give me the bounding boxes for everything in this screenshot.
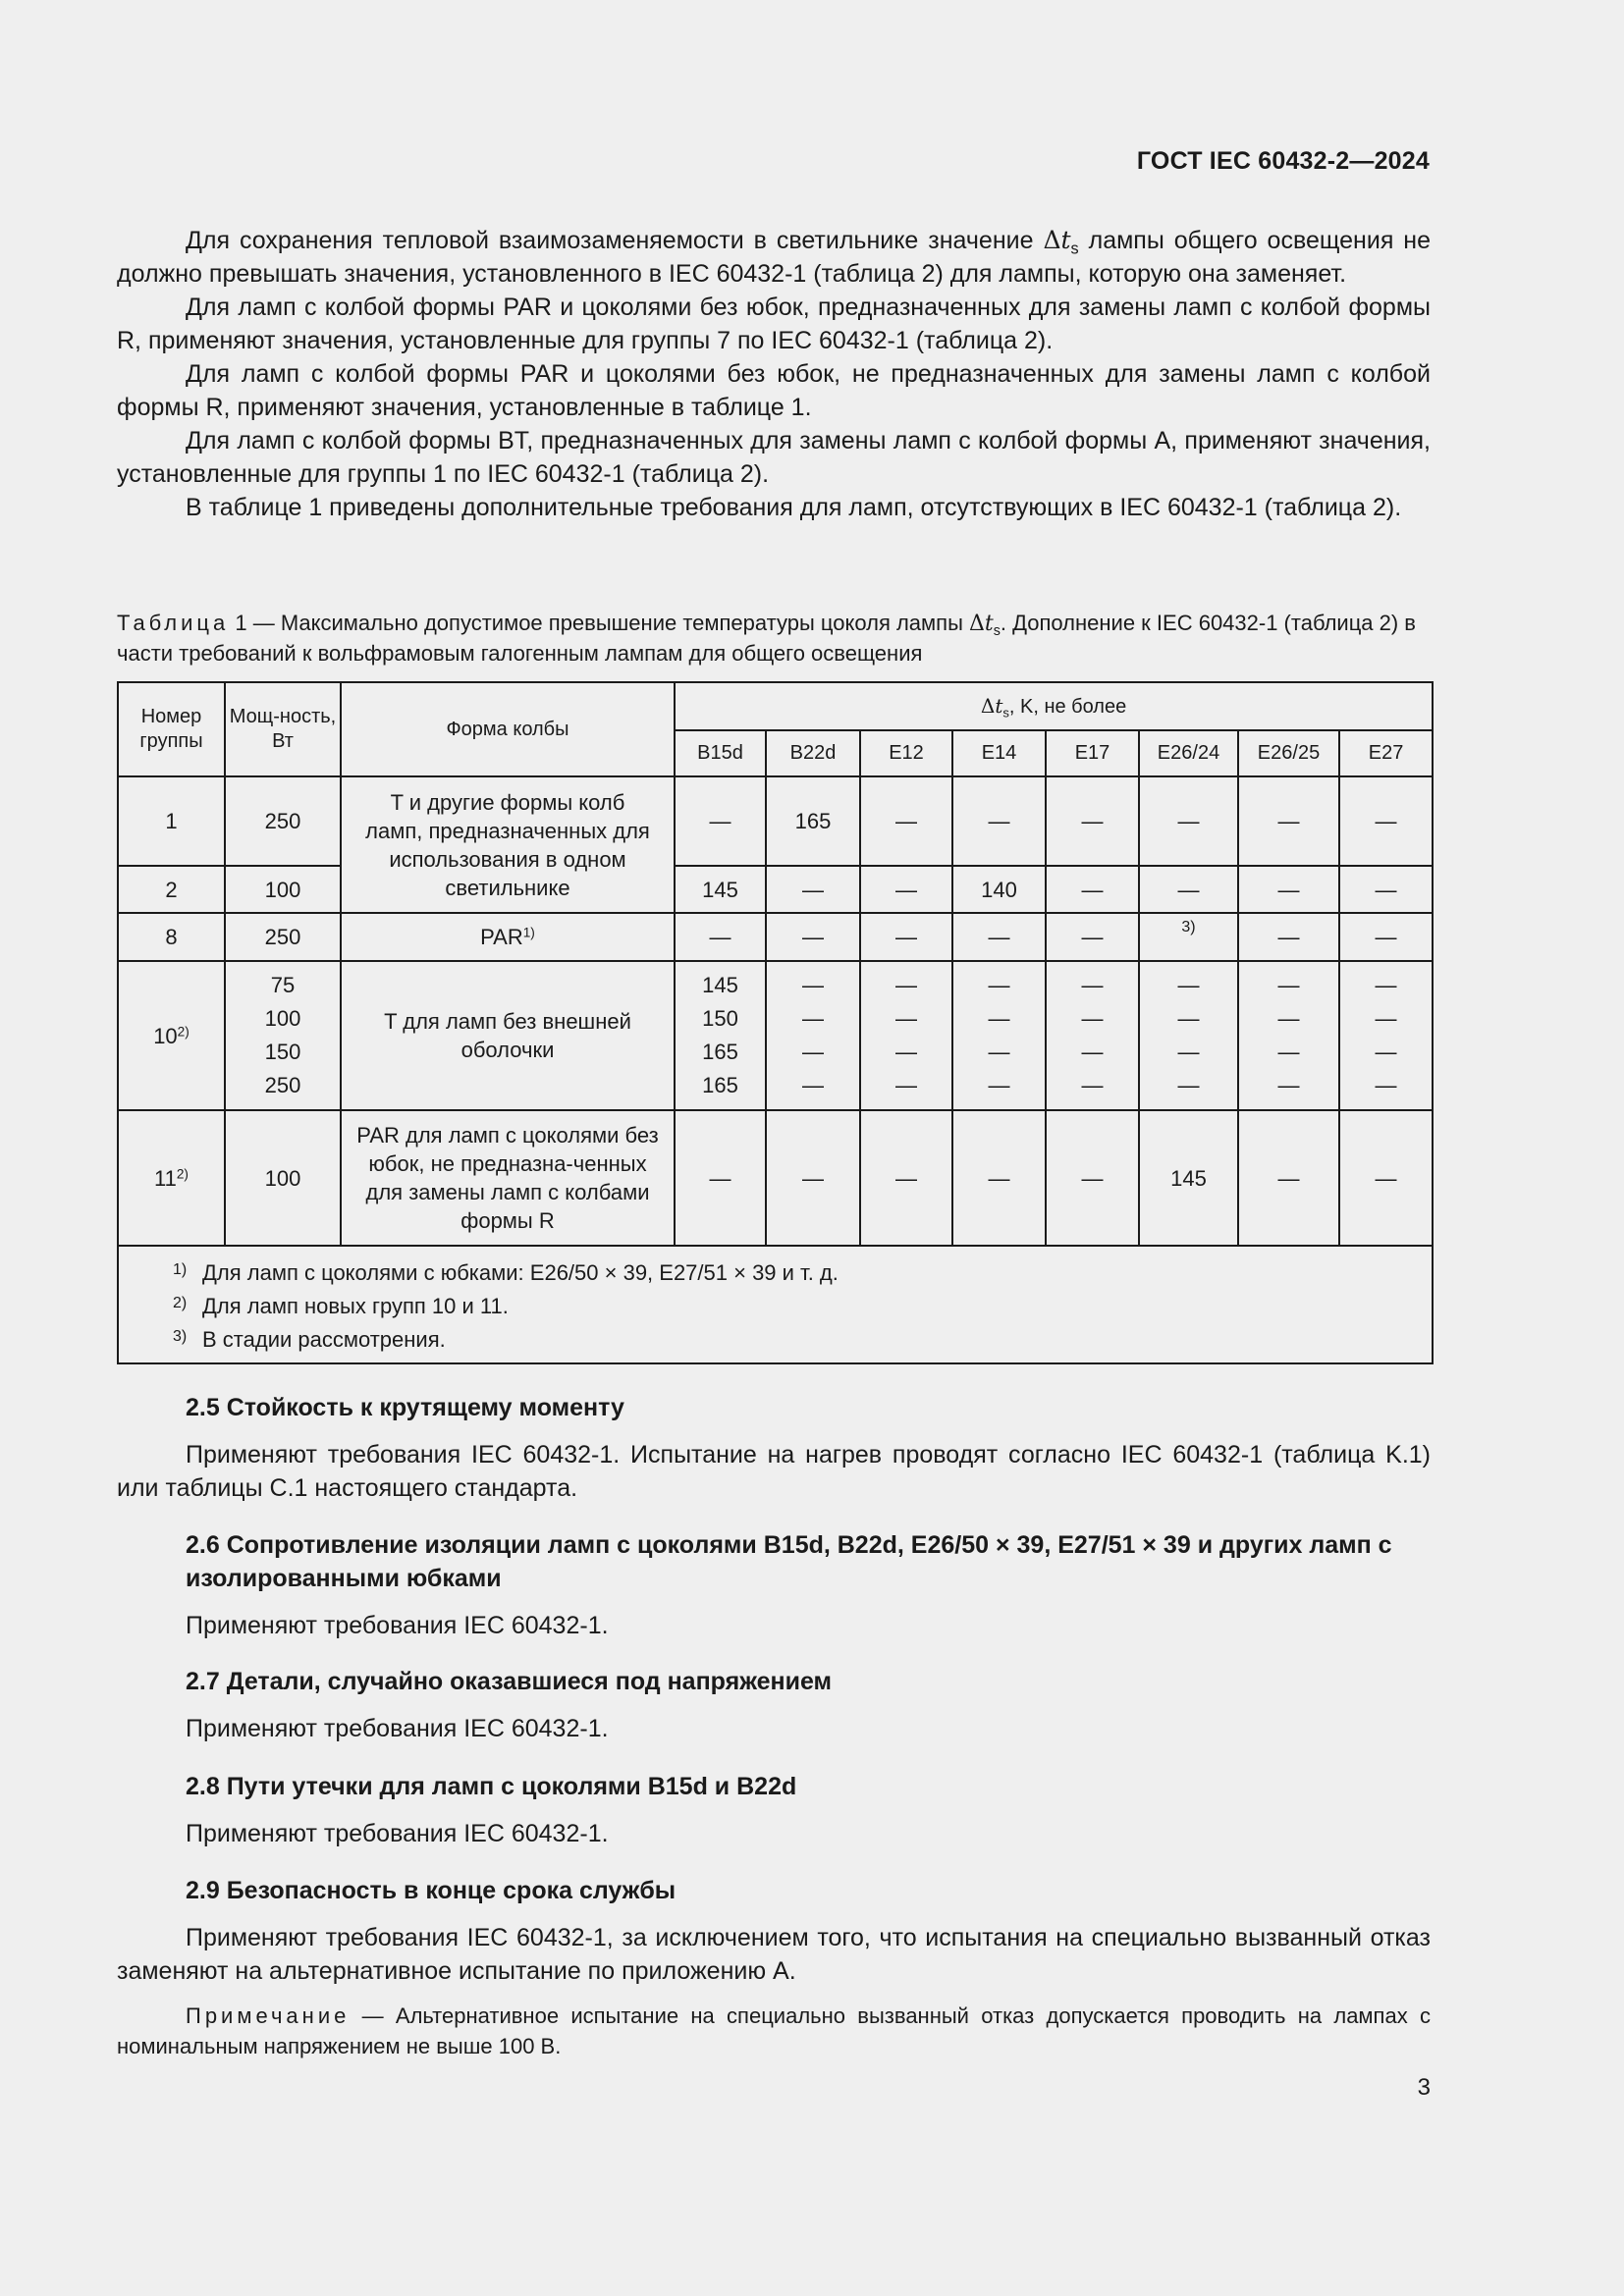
cell-value: — [1238, 1110, 1339, 1246]
table-header-row [118, 682, 1433, 730]
header-base: E17 [1046, 730, 1139, 776]
cell-dash: — [1375, 1040, 1397, 1064]
cell-value: 3) [1139, 913, 1238, 961]
table-note: 2) Для ламп новых групп 10 и 11. [173, 1294, 509, 1318]
page-number: 3 [1417, 2074, 1431, 2101]
header-bulb-shape: Форма колбы [341, 682, 675, 776]
cell-value: — [1339, 866, 1433, 913]
intro-paragraph-4: Для ламп с колбой формы BT, предназначенных для замены ламп с колбой формы A, применяют значения, установленные для группы 1 по IEC 60432-1 (таблица 2). [117, 427, 1431, 488]
cell-dash: — [1277, 973, 1300, 997]
table-caption: Таблица 1 — Максимально допустимое превышение температуры цоколя лампы $\Delta t_s$. Дополнение к IEC 60432-1 (таблица 2) в части требований к вольфрамовым галогенным лампам для общего освещения [117, 611, 1416, 666]
cell-bulb: PAR для ламп с цоколями без юбок, не предназна-ченных для замены ламп с колбами формы R [341, 1110, 675, 1246]
cell-value: — [1339, 1110, 1433, 1246]
cell-bulb: T и другие формы колб ламп, предназначенных для использования в одном светильнике [341, 776, 675, 913]
cell-dash: — [895, 1040, 917, 1064]
cell-value-list [860, 961, 952, 1110]
header-delta: $\Delta t_s$, K, не более [675, 682, 1433, 730]
section-2-5-title: 2.5 Стойкость к крутящему моменту [186, 1394, 624, 1421]
cell-dash: — [802, 1073, 824, 1097]
table-notes-row [118, 1246, 1433, 1363]
cell-dash: — [988, 1073, 1010, 1097]
header-group: Номер группы [118, 682, 225, 776]
cell-value: — [675, 776, 766, 866]
cell-dash: — [1081, 1073, 1104, 1097]
section-2-8-title: 2.8 Пути утечки для ламп с цоколями B15d и B22d [186, 1773, 797, 1800]
header-base: E27 [1339, 730, 1433, 776]
cell-dash: — [895, 973, 917, 997]
cell-value: — [1046, 866, 1139, 913]
cell-power-list: 75 100 150 250 [225, 961, 341, 1110]
table-row [118, 913, 1433, 961]
cell-power: 250 [225, 776, 341, 866]
standard-code: ГОСТ IEC 60432-2—2024 [1136, 147, 1430, 175]
table-note: 1) Для ламп с цоколями с юбками: E26/50 × 39, E27/51 × 39 и т. д. [173, 1260, 839, 1285]
section-2-8-text: Применяют требования IEC 60432-1. [186, 1820, 609, 1847]
cell-dash: — [802, 973, 824, 997]
table-notes [118, 1246, 1433, 1363]
cell-dash: — [1081, 1006, 1104, 1031]
cell-power: 100 [225, 1110, 341, 1246]
cell-bulb: PAR$^{1)}$ [341, 913, 675, 961]
intro-paragraph-1: Для сохранения тепловой взаимозаменяемости в светильнике значение $\Delta t_s$ лампы общего освещения не должно превышать значения, установленного в IEC 60432-1 (таблица 2) для лампы, которую она заменяет. [117, 226, 1432, 288]
header-power: Мощ-ность, Вт [225, 682, 341, 776]
cell-dash: — [988, 1040, 1010, 1064]
cell-dash: — [1277, 1006, 1300, 1031]
cell-value: — [1046, 1110, 1139, 1246]
cell-value: — [1339, 913, 1433, 961]
cell-value: — [860, 1110, 952, 1246]
intro-paragraph-2: Для ламп с колбой формы PAR и цоколями без юбок, предназначенных для замены ламп с колбой формы R, применяют значения, установленные для группы 7 по IEC 60432-1 (таблица 2). [117, 294, 1431, 354]
cell-dash: — [802, 1040, 824, 1064]
cell-value: — [860, 776, 952, 866]
section-2-9-title: 2.9 Безопасность в конце срока службы [186, 1877, 677, 1904]
cell-dash: — [895, 1073, 917, 1097]
header-base: E12 [860, 730, 952, 776]
table-row [118, 1110, 1433, 1246]
intro-paragraph-5: В таблице 1 приведены дополнительные требования для ламп, отсутствующих в IEC 60432-1 (таблица 2). [186, 494, 1402, 521]
table-row [118, 776, 1433, 866]
cell-group: 8 [118, 913, 225, 961]
cell-value-list: 145 150 165 165 [675, 961, 766, 1110]
cell-value: — [675, 1110, 766, 1246]
cell-value-list [766, 961, 860, 1110]
cell-dash: — [895, 1006, 917, 1031]
section-2-7-title: 2.7 Детали, случайно оказавшиеся под напряжением [186, 1668, 833, 1695]
cell-value-list [1238, 961, 1339, 1110]
cell-value: — [952, 913, 1046, 961]
cell-dash: — [1177, 973, 1200, 997]
table-row [118, 866, 1433, 913]
cell-value: — [766, 866, 860, 913]
cell-value: — [766, 913, 860, 961]
cell-group: 2 [118, 866, 225, 913]
intro-text [117, 224, 1431, 524]
header-base: B15d [675, 730, 766, 776]
cell-dash: — [1081, 973, 1104, 997]
section-2-7-text: Применяют требования IEC 60432-1. [186, 1715, 609, 1742]
cell-bulb: T для ламп без внешней оболочки [341, 961, 675, 1110]
section-2-6-title: 2.6 Сопротивление изоляции ламп с цоколями B15d, B22d, E26/50 × 39, E27/51 × 39 и других ламп с изолированными юбками [186, 1531, 1392, 1592]
cell-dash: — [802, 1006, 824, 1031]
header-base: E14 [952, 730, 1046, 776]
cell-dash: — [1177, 1040, 1200, 1064]
cell-value: — [952, 776, 1046, 866]
cell-dash: — [1375, 1073, 1397, 1097]
cell-value: — [1139, 866, 1238, 913]
cell-dash: — [988, 1006, 1010, 1031]
table-row [118, 961, 1433, 1110]
header-base: E26/25 [1238, 730, 1339, 776]
cell-dash: — [1081, 1040, 1104, 1064]
section-2-5-text: Применяют требования IEC 60432-1. Испытание на нагрев проводят согласно IEC 60432-1 (таблица K.1) или таблицы C.1 настоящего стандарта. [117, 1441, 1431, 1502]
data-table [117, 681, 1434, 1364]
cell-group: 1 [118, 776, 225, 866]
cell-value-list [1046, 961, 1139, 1110]
section-2-9-text: Применяют требования IEC 60432-1, за исключением того, что испытания на специально вызванный отказ заменяют на альтернативное испытание по приложению А. [117, 1924, 1431, 1985]
cell-dash: — [1375, 1006, 1397, 1031]
header-base: E26/24 [1139, 730, 1238, 776]
cell-value: — [1238, 776, 1339, 866]
cell-value-list [1139, 961, 1238, 1110]
intro-paragraph-3: Для ламп с колбой формы PAR и цоколями без юбок, не предназначенных для замены ламп с колбой формы R, применяют значения, установленные в таблице 1. [117, 360, 1431, 421]
cell-dash: — [1277, 1073, 1300, 1097]
cell-value: — [1139, 776, 1238, 866]
cell-power: 100 [225, 866, 341, 913]
cell-dash: — [988, 973, 1010, 997]
cell-group: 11$^{2)}$ [118, 1110, 225, 1246]
cell-value-list [1339, 961, 1433, 1110]
cell-value: — [1046, 776, 1139, 866]
cell-value: 145 [1139, 1110, 1238, 1246]
cell-value: — [1238, 913, 1339, 961]
cell-dash: — [1375, 973, 1397, 997]
cell-value: — [1339, 776, 1433, 866]
cell-value: — [860, 913, 952, 961]
cell-dash: — [1177, 1073, 1200, 1097]
cell-value: — [675, 913, 766, 961]
table-note: 3) В стадии рассмотрения. [173, 1327, 446, 1352]
cell-value-list [952, 961, 1046, 1110]
cell-value: 165 [766, 776, 860, 866]
header-base: B22d [766, 730, 860, 776]
cell-group: 10$^{2)}$ [118, 961, 225, 1110]
cell-value: — [1046, 913, 1139, 961]
cell-value: — [1238, 866, 1339, 913]
section-note: Примечание — Альтернативное испытание на специально вызванный отказ допускается проводить на лампах с номинальным напряжением не выше 100 В. [117, 2003, 1431, 2058]
cell-value: — [860, 866, 952, 913]
cell-power: 250 [225, 913, 341, 961]
cell-value: 145 [675, 866, 766, 913]
cell-value: — [766, 1110, 860, 1246]
section-2-6-text: Применяют требования IEC 60432-1. [186, 1612, 609, 1639]
cell-dash: — [1177, 1006, 1200, 1031]
cell-dash: — [1277, 1040, 1300, 1064]
cell-value: 140 [952, 866, 1046, 913]
cell-value: — [952, 1110, 1046, 1246]
